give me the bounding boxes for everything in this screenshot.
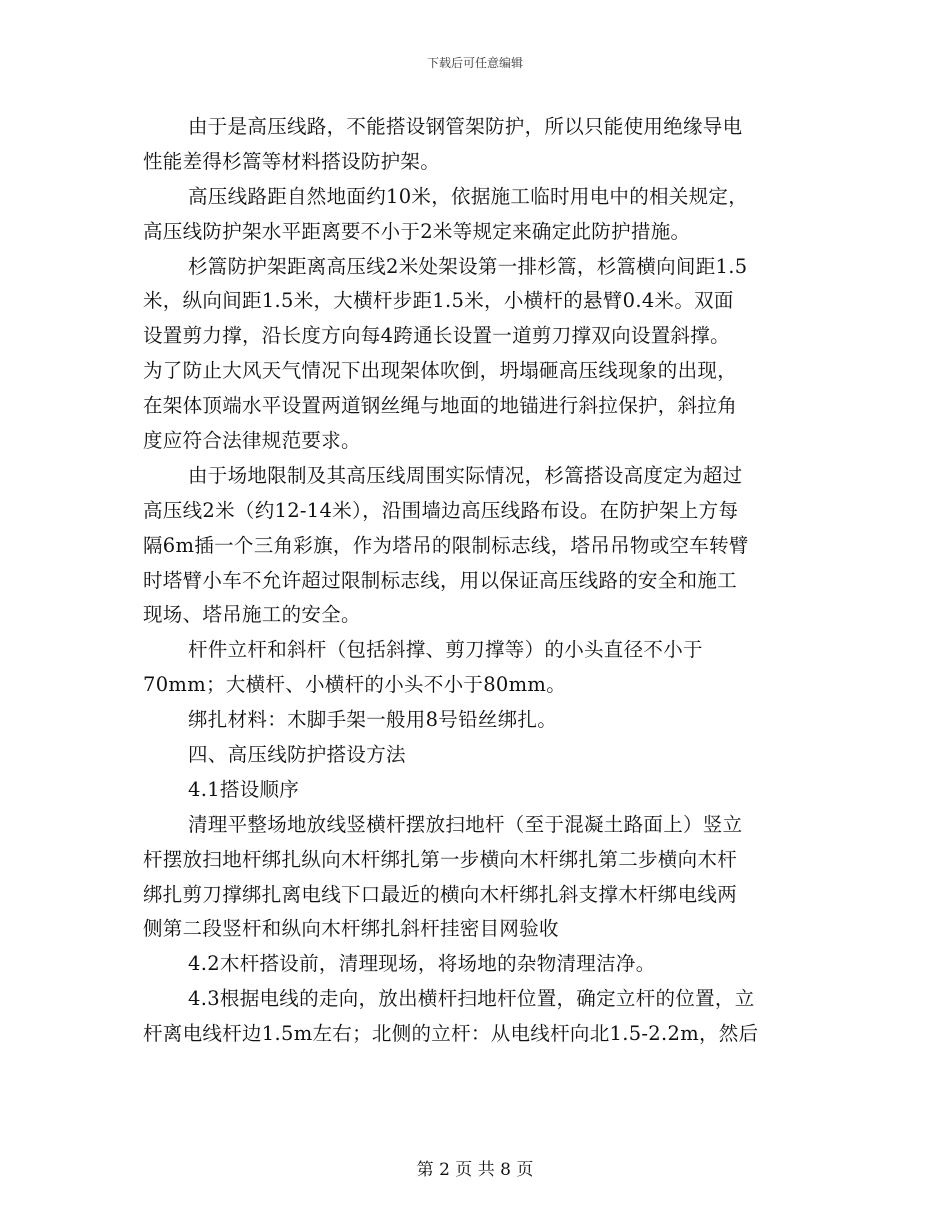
text-line: 时塔臂小车不允许超过限制标志线，用以保证高压线路的安全和施工: [143, 568, 738, 592]
text-line: 杆摆放扫地杆绑扎纵向木杆绑扎第一步横向木杆绑扎第二步横向木杆: [143, 847, 738, 871]
text-line: 4.1搭设顺序: [188, 777, 300, 801]
text-line: 杆离电线杆边1.5m左右；北侧的立杆：从电线杆向北1.5-2.2m，然后: [143, 1022, 759, 1046]
document-body: [143, 110, 813, 1052]
page-header: 下载后可任意编辑: [426, 56, 523, 70]
text-line: 杉篙防护架距离高压线2米处架设第一排杉篙，杉篙横向间距1.5: [188, 254, 748, 278]
text-line: 高压线防护架水平距离要不小于2米等规定来确定此防护措施。: [143, 219, 691, 243]
text-line: 隔6m插一个三角彩旗，作为塔吊的限制标志线，塔吊吊物或空车转臂: [143, 533, 749, 557]
text-line: 杆件立杆和斜杆（包括斜撑、剪刀撑等）的小头直径不小于: [188, 638, 703, 662]
text-line: 由于是高压线路，不能搭设钢管架防护，所以只能使用绝缘导电: [188, 115, 743, 138]
text-line: 4.3根据电线的走向，放出横杆扫地杆位置，确定立杆的位置，立: [188, 987, 755, 1011]
text-line: 设置剪力撑，沿长度方向每4跨通长设置一道剪刀撑双向设置斜撑。: [143, 324, 730, 348]
text-line: 由于场地限制及其高压线周围实际情况，杉篙搭设高度定为超过: [188, 463, 743, 487]
text-line: 性能差得杉篙等材料搭设防护架。: [143, 149, 441, 173]
text-line: 为了防止大风天气情况下出现架体吹倒，坍塌砸高压线现象的出现，: [143, 359, 738, 383]
text-line: 绑扎剪刀撑绑扎离电线下口最近的横向木杆绑扎斜支撑木杆绑电线两: [143, 882, 738, 906]
text-line: 现场、塔吊施工的安全。: [143, 603, 361, 627]
text-line: 4.2木杆搭设前，清理现场，将场地的杂物清理洁净。: [188, 952, 656, 976]
text-line: 清理平整场地放线竖横杆摆放扫地杆（至于混凝土路面上）竖立: [188, 812, 743, 836]
text-line: 高压线路距自然地面约10米，依据施工临时用电中的相关规定，: [188, 184, 749, 208]
text-line: 绑扎材料：木脚手架一般用8号铅丝绑扎。: [188, 708, 558, 732]
text-line: 70mm；大横杆、小横杆的小头不小于80mm。: [143, 673, 566, 697]
text-line: 高压线2米（约12-14米），沿围墙边高压线路布设。在防护架上方每: [143, 498, 739, 522]
text-line: 四、高压线防护搭设方法: [188, 743, 406, 767]
page-number: 第 2 页 共 8 页: [416, 1160, 534, 1180]
text-line: 侧第二段竖杆和纵向木杆绑扎斜杆挂密目网验收: [143, 917, 559, 941]
text-line: 在架体顶端水平设置两道钢丝绳与地面的地锚进行斜拉保护，斜拉角: [143, 394, 738, 418]
text-line: 度应符合法律规范要求。: [143, 429, 361, 453]
text-line: 米，纵向间距1.5米，大横杆步距1.5米，小横杆的悬臂0.4米。双面: [143, 289, 734, 313]
